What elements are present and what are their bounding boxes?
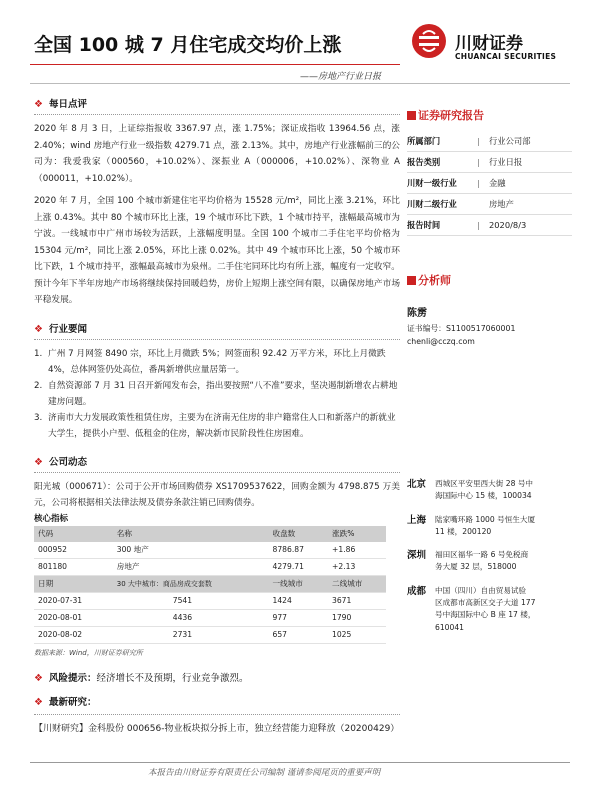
analyst-license: 证书编号：S1100517060001 bbox=[407, 324, 516, 333]
table-row bbox=[34, 626, 386, 643]
table-cell: 1790 bbox=[328, 609, 386, 626]
address-item: 成都 中国（四川）自由贸易试验 区成都市高新区交子大道 177 号中海国际中心 B 座 17 楼， 610041 bbox=[407, 585, 536, 632]
section-divider bbox=[34, 714, 400, 715]
table-cell: 房地产 bbox=[113, 558, 269, 575]
section-daily-review-heading: ❖ 每日点评 bbox=[34, 99, 87, 110]
kpi-table bbox=[34, 526, 386, 644]
table-row bbox=[34, 542, 386, 559]
left-column bbox=[34, 96, 400, 737]
table-header-cell: 二线城市 bbox=[328, 575, 386, 592]
bullet-diamond-icon: ❖ bbox=[34, 672, 43, 684]
footer-divider bbox=[30, 762, 570, 763]
section-divider bbox=[34, 339, 400, 340]
table-row bbox=[34, 609, 386, 626]
logo-text-en: CHUANCAI SECURITIES bbox=[455, 52, 557, 61]
table-header-cell: 一线城市 bbox=[269, 575, 329, 592]
industry-news-list bbox=[34, 346, 400, 442]
analyst-name: 陈雳 bbox=[407, 308, 427, 319]
table-header-cell: 涨跌% bbox=[328, 526, 386, 542]
table-cell: 801180 bbox=[34, 558, 113, 575]
table-row bbox=[34, 558, 386, 575]
company-news-text: 阳光城（000671）：公司于公开市场回购债券 XS1709537622，回购金额为 4798.875 万美元，公司将根据相关法律法规及债券条款注销已回购债券。 bbox=[34, 481, 400, 508]
kpi-heading: 核心指标 bbox=[34, 513, 69, 524]
bookmark-icon bbox=[407, 111, 416, 120]
kpi-source: 数据来源：Wind，川财证券研究所 bbox=[34, 648, 143, 657]
address-item: 上海 陆家嘴环路 1000 号恒生大厦 11 楼，200120 bbox=[407, 514, 536, 536]
header-divider bbox=[30, 64, 400, 65]
info-row: 报告类别 | 行业日报 bbox=[407, 152, 572, 173]
info-row: 报告时间 | 2020/8/3 bbox=[407, 215, 572, 236]
table-cell: +2.13 bbox=[328, 558, 386, 575]
company-logo bbox=[410, 22, 448, 60]
table-subheader-row bbox=[34, 575, 386, 592]
address-item: 北京 西城区平安里西大街 28 号中 海国际中心 15 楼，100034 bbox=[407, 479, 534, 501]
section-latest-heading: ❖ 最新研究： bbox=[34, 696, 97, 708]
address-list bbox=[407, 478, 572, 634]
section-divider bbox=[34, 472, 400, 473]
bullet-diamond-icon: ❖ bbox=[34, 456, 43, 468]
list-item: 1. 广州 7 月网签 8490 宗，环比上月微跌 5%；网签面积 92.42 万平方米，环比上月微跌 4%，总体网签仍处高位，番禺新增供应量居第一。 bbox=[34, 348, 386, 375]
table-header-cell: 名称 bbox=[113, 526, 269, 542]
footer-disclaimer: 本报告由川财证券有限责任公司编制 谨请参阅尾页的重要声明 bbox=[148, 768, 381, 778]
table-cell: 8786.87 bbox=[269, 542, 329, 559]
report-subtitle: ——房地产行业日报 bbox=[300, 72, 382, 82]
header-thin-divider bbox=[30, 83, 570, 84]
table-header-cell: 代码 bbox=[34, 526, 113, 542]
section-industry-news-heading: ❖ 行业要闻 bbox=[34, 323, 87, 335]
report-info-heading: 证券研究报告 bbox=[407, 107, 572, 123]
table-cell: 4279.71 bbox=[269, 558, 329, 575]
address-item: 深圳 福田区福华一路 6 号免税商 务大厦 32 层，518000 bbox=[407, 550, 529, 572]
section-company-news-heading: ❖ 公司动态 bbox=[34, 456, 87, 468]
table-header-cell: 30 大中城市：商品房成交套数 bbox=[113, 575, 269, 592]
logo-text-cn: 川财证券 bbox=[455, 34, 523, 54]
table-cell: +1.86 bbox=[328, 542, 386, 559]
table-cell: 977 bbox=[269, 609, 329, 626]
table-cell: 2020-07-31 bbox=[34, 592, 113, 609]
table-cell: 1025 bbox=[328, 626, 386, 643]
section-divider bbox=[34, 114, 400, 115]
report-info-table bbox=[407, 131, 572, 236]
page-title: 全国 100 城 7 月住宅成交均价上涨 bbox=[34, 34, 342, 56]
right-column bbox=[407, 107, 572, 346]
daily-review-paragraph-1: 2020 年 8 月 3 日，上证综指报收 3367.97 点，涨 1.75%；深证成指收 13964.56 点，涨 2.40%；wind 房地产行业一级指数 4279.71 点，涨 2.13%。其中，房地产行业涨幅前三的公司为：我爱我家（000560，+10.02%）、深振业 A（000006，+10.02%）、深物业 A（000011，+10.02%）。 bbox=[34, 124, 400, 184]
analyst-email[interactable]: chenli@cczq.com bbox=[407, 337, 475, 346]
latest-research-link[interactable]: 【川财研究】金科股份 000656-物业板块拟分拆上市，独立经营能力迎释放（20200429） bbox=[34, 723, 400, 734]
info-row: 川财二级行业 房地产 bbox=[407, 194, 572, 215]
analyst-heading: 分析师 bbox=[407, 272, 572, 288]
table-cell: 657 bbox=[269, 626, 329, 643]
bookmark-icon bbox=[407, 276, 416, 285]
table-cell: 2020-08-02 bbox=[34, 626, 113, 643]
table-cell: 1424 bbox=[269, 592, 329, 609]
daily-review-paragraph-2: 2020 年 7 月，全国 100 个城市新建住宅平均价格为 15528 元/m²，同比上涨 3.21%，环比上涨 0.43%。其中 80 个城市环比上涨，19 个城市环比下跌，1 个城市持平，涨幅最高城市为宁波。一线城市中广州市场较为活跃，上涨幅度明显。全国 100 个城市二手住宅平均价格为 15304 元/m²，同比上涨 2.05%，环比上涨 0.02%。其中 49 个城市环比上涨，50 个城市环比下跌，1 个城市持平，涨幅最高城市为泉州。二手住宅同环比均有所上涨，幅度有一定收窄。预计今年下半年房地产市场将继续保持回暖趋势，房价上短期上涨空间有限，以确保房地产市场平稳发展。 bbox=[34, 196, 400, 305]
bullet-diamond-icon: ❖ bbox=[34, 323, 43, 335]
table-cell: 2731 bbox=[113, 626, 269, 643]
list-item: 2. 自然资源部 7 月 31 日召开新闻发布会，指出要按照“八不准”要求，坚决遏制新增农占耕地建房问题。 bbox=[34, 380, 398, 407]
table-cell: 7541 bbox=[113, 592, 269, 609]
logo-emblem-icon bbox=[410, 22, 448, 60]
bullet-diamond-icon: ❖ bbox=[34, 99, 43, 110]
table-header-cell: 日期 bbox=[34, 575, 113, 592]
table-cell: 4436 bbox=[113, 609, 269, 626]
table-row bbox=[34, 592, 386, 609]
info-row: 川财一级行业 | 金融 bbox=[407, 173, 572, 194]
table-cell: 000952 bbox=[34, 542, 113, 559]
info-row: 所属部门 | 行业公司部 bbox=[407, 131, 572, 152]
section-risk: ❖ 风险提示：经济增长不及预期，行业竞争激烈。 bbox=[34, 672, 249, 684]
table-cell: 3671 bbox=[328, 592, 386, 609]
list-item: 3. 济南市大力发展政策性租赁住房，主要为在济南无住房的非户籍常住人口和新落户的新就业大学生，提供小户型、低租金的住房，解决新市民阶段性住房困难。 bbox=[34, 412, 396, 439]
table-header-cell: 收盘数 bbox=[269, 526, 329, 542]
table-cell: 2020-08-01 bbox=[34, 609, 113, 626]
table-cell: 300 地产 bbox=[113, 542, 269, 559]
bullet-diamond-icon: ❖ bbox=[34, 696, 43, 708]
